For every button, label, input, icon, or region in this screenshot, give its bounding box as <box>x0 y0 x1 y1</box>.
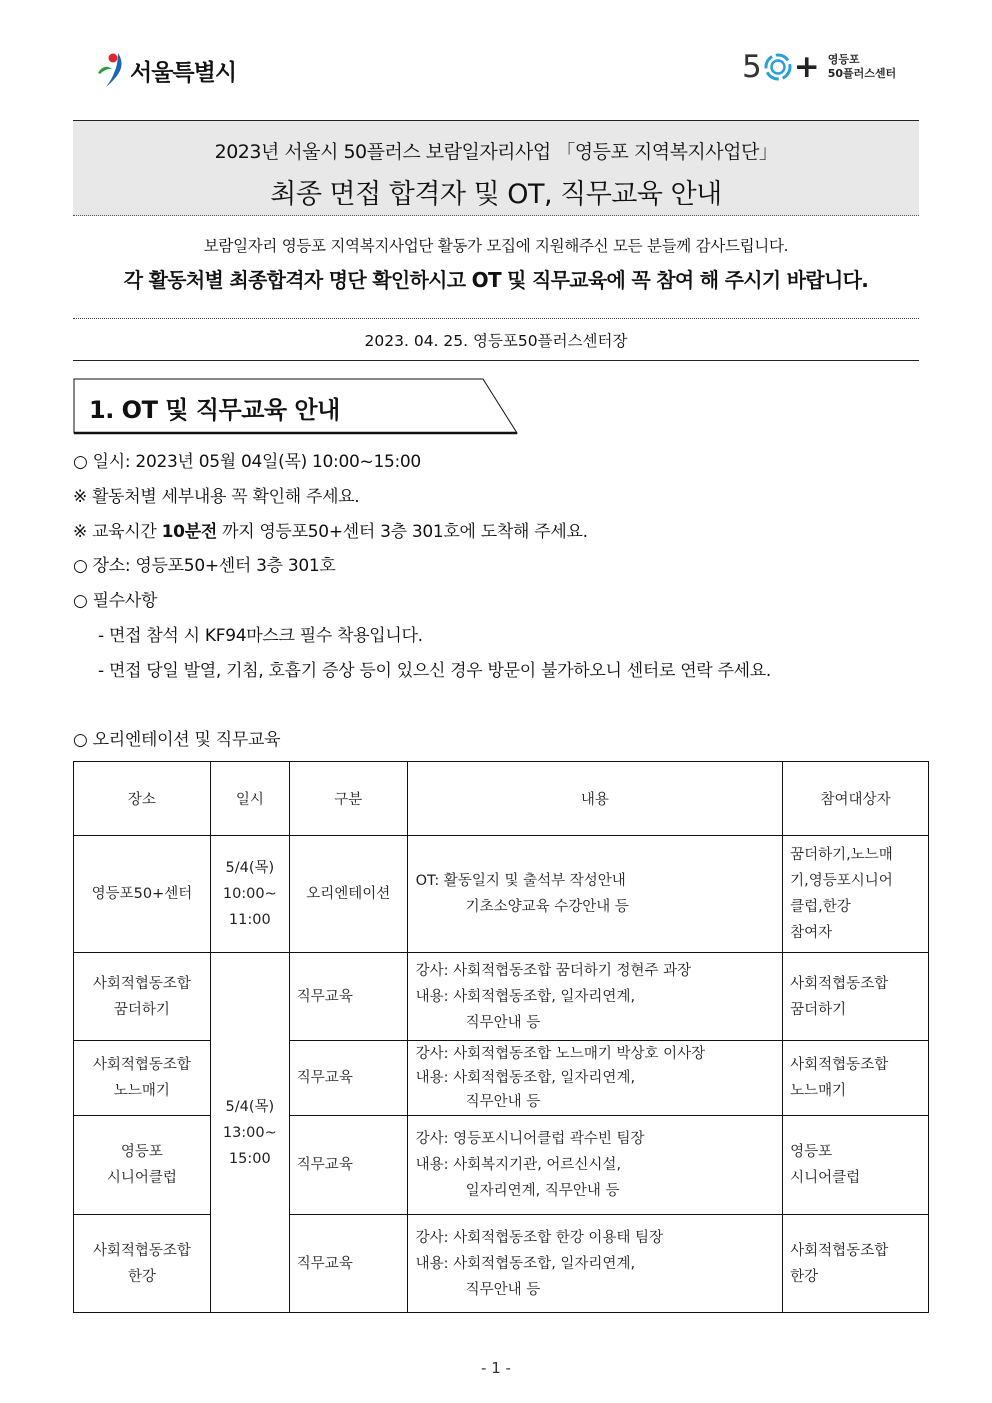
seoul-symbol-icon <box>96 51 126 89</box>
logo-five: 5 <box>742 48 762 85</box>
logo-line1: 영등포 <box>827 53 860 66</box>
cell-place: 영등포50+센터 <box>74 836 211 953</box>
table-header-row <box>74 762 929 836</box>
info-text: 까지 영등포50+센터 3층 301호에 도착해 주세요. <box>216 522 588 542</box>
table-row <box>74 1215 929 1313</box>
section-heading-box <box>73 378 517 434</box>
thanks-message: 보람일자리 영등포 지역복지사업단 활동가 모집에 지원해주신 모든 분들께 감사드립니다. <box>203 237 789 255</box>
logo-subtitle <box>828 53 896 81</box>
table-caption: ○ 오리엔테이션 및 직무교육 <box>73 730 281 750</box>
info-text: 일시: 2023년 05월 04일(목) 10:00~15:00 <box>92 452 421 472</box>
cell-target: 사회적협동조합 한강 <box>783 1215 929 1313</box>
table-row <box>74 836 929 953</box>
info-location <box>73 551 336 576</box>
table-row <box>74 1041 929 1116</box>
header-place: 장소 <box>74 762 211 836</box>
cell-target: 꿈더하기,노느매 기,영등포시니어 클럽,한강 참여자 <box>783 836 929 953</box>
cell-content: 강사: 사회적협동조합 노느매기 박상호 이사장 내용: 사회적협동조합, 일자리연계, 직무안내 등 <box>407 1041 783 1116</box>
document-title-box <box>73 120 919 216</box>
cell-type: 오리엔테이션 <box>289 836 407 953</box>
cell-type: 직무교육 <box>289 953 407 1041</box>
requirement-symptoms <box>98 656 771 681</box>
cell-type: 직무교육 <box>289 1116 407 1215</box>
info-note-arrival <box>73 517 588 542</box>
cell-content: 강사: 영등포시니어클럽 곽수빈 팀장 내용: 사회복지기관, 어르신시설, 일자리연계, 직무안내 등 <box>407 1116 783 1215</box>
header-content: 내용 <box>407 762 783 836</box>
yeongdeungpo-50plus-logo <box>742 50 896 84</box>
cell-type: 직무교육 <box>289 1215 407 1313</box>
circle-bullet-icon: ○ <box>73 556 88 576</box>
cell-time: 5/4(목) 10:00~ 11:00 <box>210 836 289 953</box>
cell-target: 사회적협동조합 노느매기 <box>783 1041 929 1116</box>
info-text: 교육시간 <box>92 522 162 542</box>
dash-bullet: - <box>98 661 104 681</box>
cell-place: 사회적협동조합 꿈더하기 <box>74 953 211 1041</box>
header-time: 일시 <box>210 762 289 836</box>
cell-target: 영등포 시니어클럽 <box>783 1116 929 1215</box>
info-schedule <box>73 447 421 472</box>
reference-mark-icon: ※ <box>73 487 87 507</box>
circle-bullet-icon: ○ <box>73 452 88 472</box>
cell-place: 사회적협동조합 노느매기 <box>74 1041 211 1116</box>
page-number: - 1 - <box>481 1359 511 1377</box>
document-subtitle: 2023년 서울시 50플러스 보람일자리사업 「영등포 지역복지사업단」 <box>214 141 778 163</box>
document-title: 최종 면접 합격자 및 OT, 직무교육 안내 <box>270 179 722 210</box>
circle-bullet-icon: ○ <box>73 591 88 611</box>
cell-place: 영등포 시니어클럽 <box>74 1116 211 1215</box>
logo-line2: 50플러스센터 <box>827 67 897 80</box>
seoul-city-name: 서울특별시 <box>130 59 237 86</box>
header-target: 참여대상자 <box>783 762 929 836</box>
solid-divider <box>73 360 919 361</box>
info-text: 활동처별 세부내용 꼭 확인해 주세요. <box>92 487 360 507</box>
reference-mark-icon: ※ <box>73 522 87 542</box>
dotted-divider <box>73 318 919 319</box>
cell-time-merged: 5/4(목) 13:00~ 15:00 <box>210 953 289 1313</box>
info-note-details <box>73 482 359 507</box>
info-text: 면접 참석 시 KF94마스크 필수 착용입니다. <box>108 626 423 646</box>
info-text-bold: 10분전 <box>161 522 217 542</box>
cell-type: 직무교육 <box>289 1041 407 1116</box>
table-row <box>74 953 929 1041</box>
cell-content: 강사: 사회적협동조합 꿈더하기 정현주 과장 내용: 사회적협동조합, 일자리연계, 직무안내 등 <box>407 953 783 1041</box>
header-type: 구분 <box>289 762 407 836</box>
schedule-table <box>73 761 929 1313</box>
participation-request: 각 활동처별 최종합격자 명단 확인하시고 OT 및 직무교육에 꼭 참여 해 주시기 바랍니다. <box>123 268 869 292</box>
cell-place: 사회적협동조합 한강 <box>74 1215 211 1313</box>
requirement-mask <box>98 621 423 646</box>
seoul-city-logo <box>96 50 236 90</box>
cell-content: 강사: 사회적협동조합 한강 이용태 팀장 내용: 사회적협동조합, 일자리연계, 직무안내 등 <box>407 1215 783 1313</box>
info-requirements <box>73 586 157 611</box>
cell-target: 사회적협동조합 꿈더하기 <box>783 953 929 1041</box>
info-text: 장소: 영등포50+센터 3층 301호 <box>92 556 336 576</box>
logo-plus: + <box>793 48 820 85</box>
info-text: 면접 당일 발열, 기침, 호흡기 증상 등이 있으신 경우 방문이 불가하오니 센터로 연락 주세요. <box>108 661 772 681</box>
section-heading: 1. OT 및 직무교육 안내 <box>89 396 340 424</box>
table-row <box>74 1116 929 1215</box>
date-signature: 2023. 04. 25. 영등포50플러스센터장 <box>364 332 628 350</box>
dash-bullet: - <box>98 626 104 646</box>
info-text: 필수사항 <box>92 591 158 611</box>
cell-content: OT: 활동일지 및 출석부 작성안내 기초소양교육 수강안내 등 <box>407 836 783 953</box>
fifty-plus-ring-icon <box>763 52 793 82</box>
